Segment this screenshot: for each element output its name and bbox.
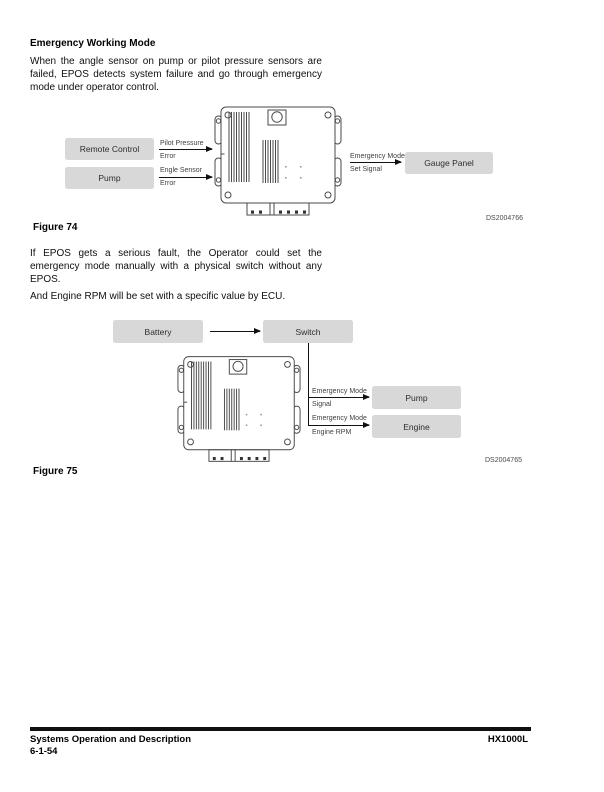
arrow-angle-sensor [159, 177, 212, 178]
ecu-illustration [176, 353, 302, 465]
footer-section-title: Systems Operation and Description [30, 734, 192, 745]
arrow-battery-to-switch [210, 331, 260, 332]
fault-paragraph [30, 247, 322, 286]
figure-part-number: DS2004765 [485, 457, 522, 464]
gauge-panel-box: Gauge Panel [405, 152, 493, 174]
figure-74-caption: Figure 74 [33, 222, 78, 233]
pump-box: Pump [372, 386, 461, 409]
footer-rule [30, 727, 531, 731]
arrow-label: Emergency Mode [350, 153, 405, 160]
page-title: Emergency Working Mode [30, 38, 156, 49]
arrow-label: Emergency Mode [312, 388, 367, 395]
arrow-label: Signal [312, 401, 332, 408]
arrow-emergency-engine-rpm [308, 425, 369, 426]
arrow-label: Error [160, 180, 176, 187]
arrow-label: Pilot Pressure [160, 140, 204, 147]
footer-page-number: 6-1-54 [30, 746, 58, 757]
switch-box: Switch [263, 320, 353, 343]
battery-box: Battery [113, 320, 203, 343]
remote-control-box: Remote Control [65, 138, 154, 160]
pump-box: Pump [65, 167, 154, 189]
intro-paragraph [30, 55, 322, 94]
figure-75-caption: Figure 75 [33, 466, 78, 477]
paragraph-line: emergency mode manually with a physical switch without any [30, 261, 322, 272]
arrow-label: Engine RPM [312, 428, 352, 436]
arrow-pilot-pressure [159, 149, 212, 150]
paragraph-line: If EPOS gets a serious fault, the Operator could set the [30, 248, 322, 259]
footer-model-code: HX1000L [487, 734, 528, 745]
arrow-emergency-signal [308, 397, 369, 398]
arrow-label: Engle Sensor [160, 167, 203, 174]
arrow-emergency-set-signal [350, 162, 401, 163]
paragraph-line: When the angle sensor on pump or pilot pressure sensors are [30, 56, 322, 67]
arrow-label: Set Signal [350, 166, 382, 173]
figure-part-number: DS2004766 [486, 215, 523, 222]
ecu-illustration [213, 104, 343, 218]
switch-signal-line [308, 343, 309, 426]
arrow-label: Error [160, 152, 176, 160]
paragraph-line: failed, EPOS detects system failure and go through emergency [30, 69, 322, 80]
paragraph-line: EPOS. [30, 274, 61, 285]
arrow-label: Emergency Mode [312, 415, 367, 422]
engine-rpm-paragraph: And Engine RPM will be set with a specific value by ECU. [30, 291, 286, 302]
engine-box: Engine [372, 415, 461, 438]
paragraph-line: mode under operator control. [30, 82, 159, 93]
